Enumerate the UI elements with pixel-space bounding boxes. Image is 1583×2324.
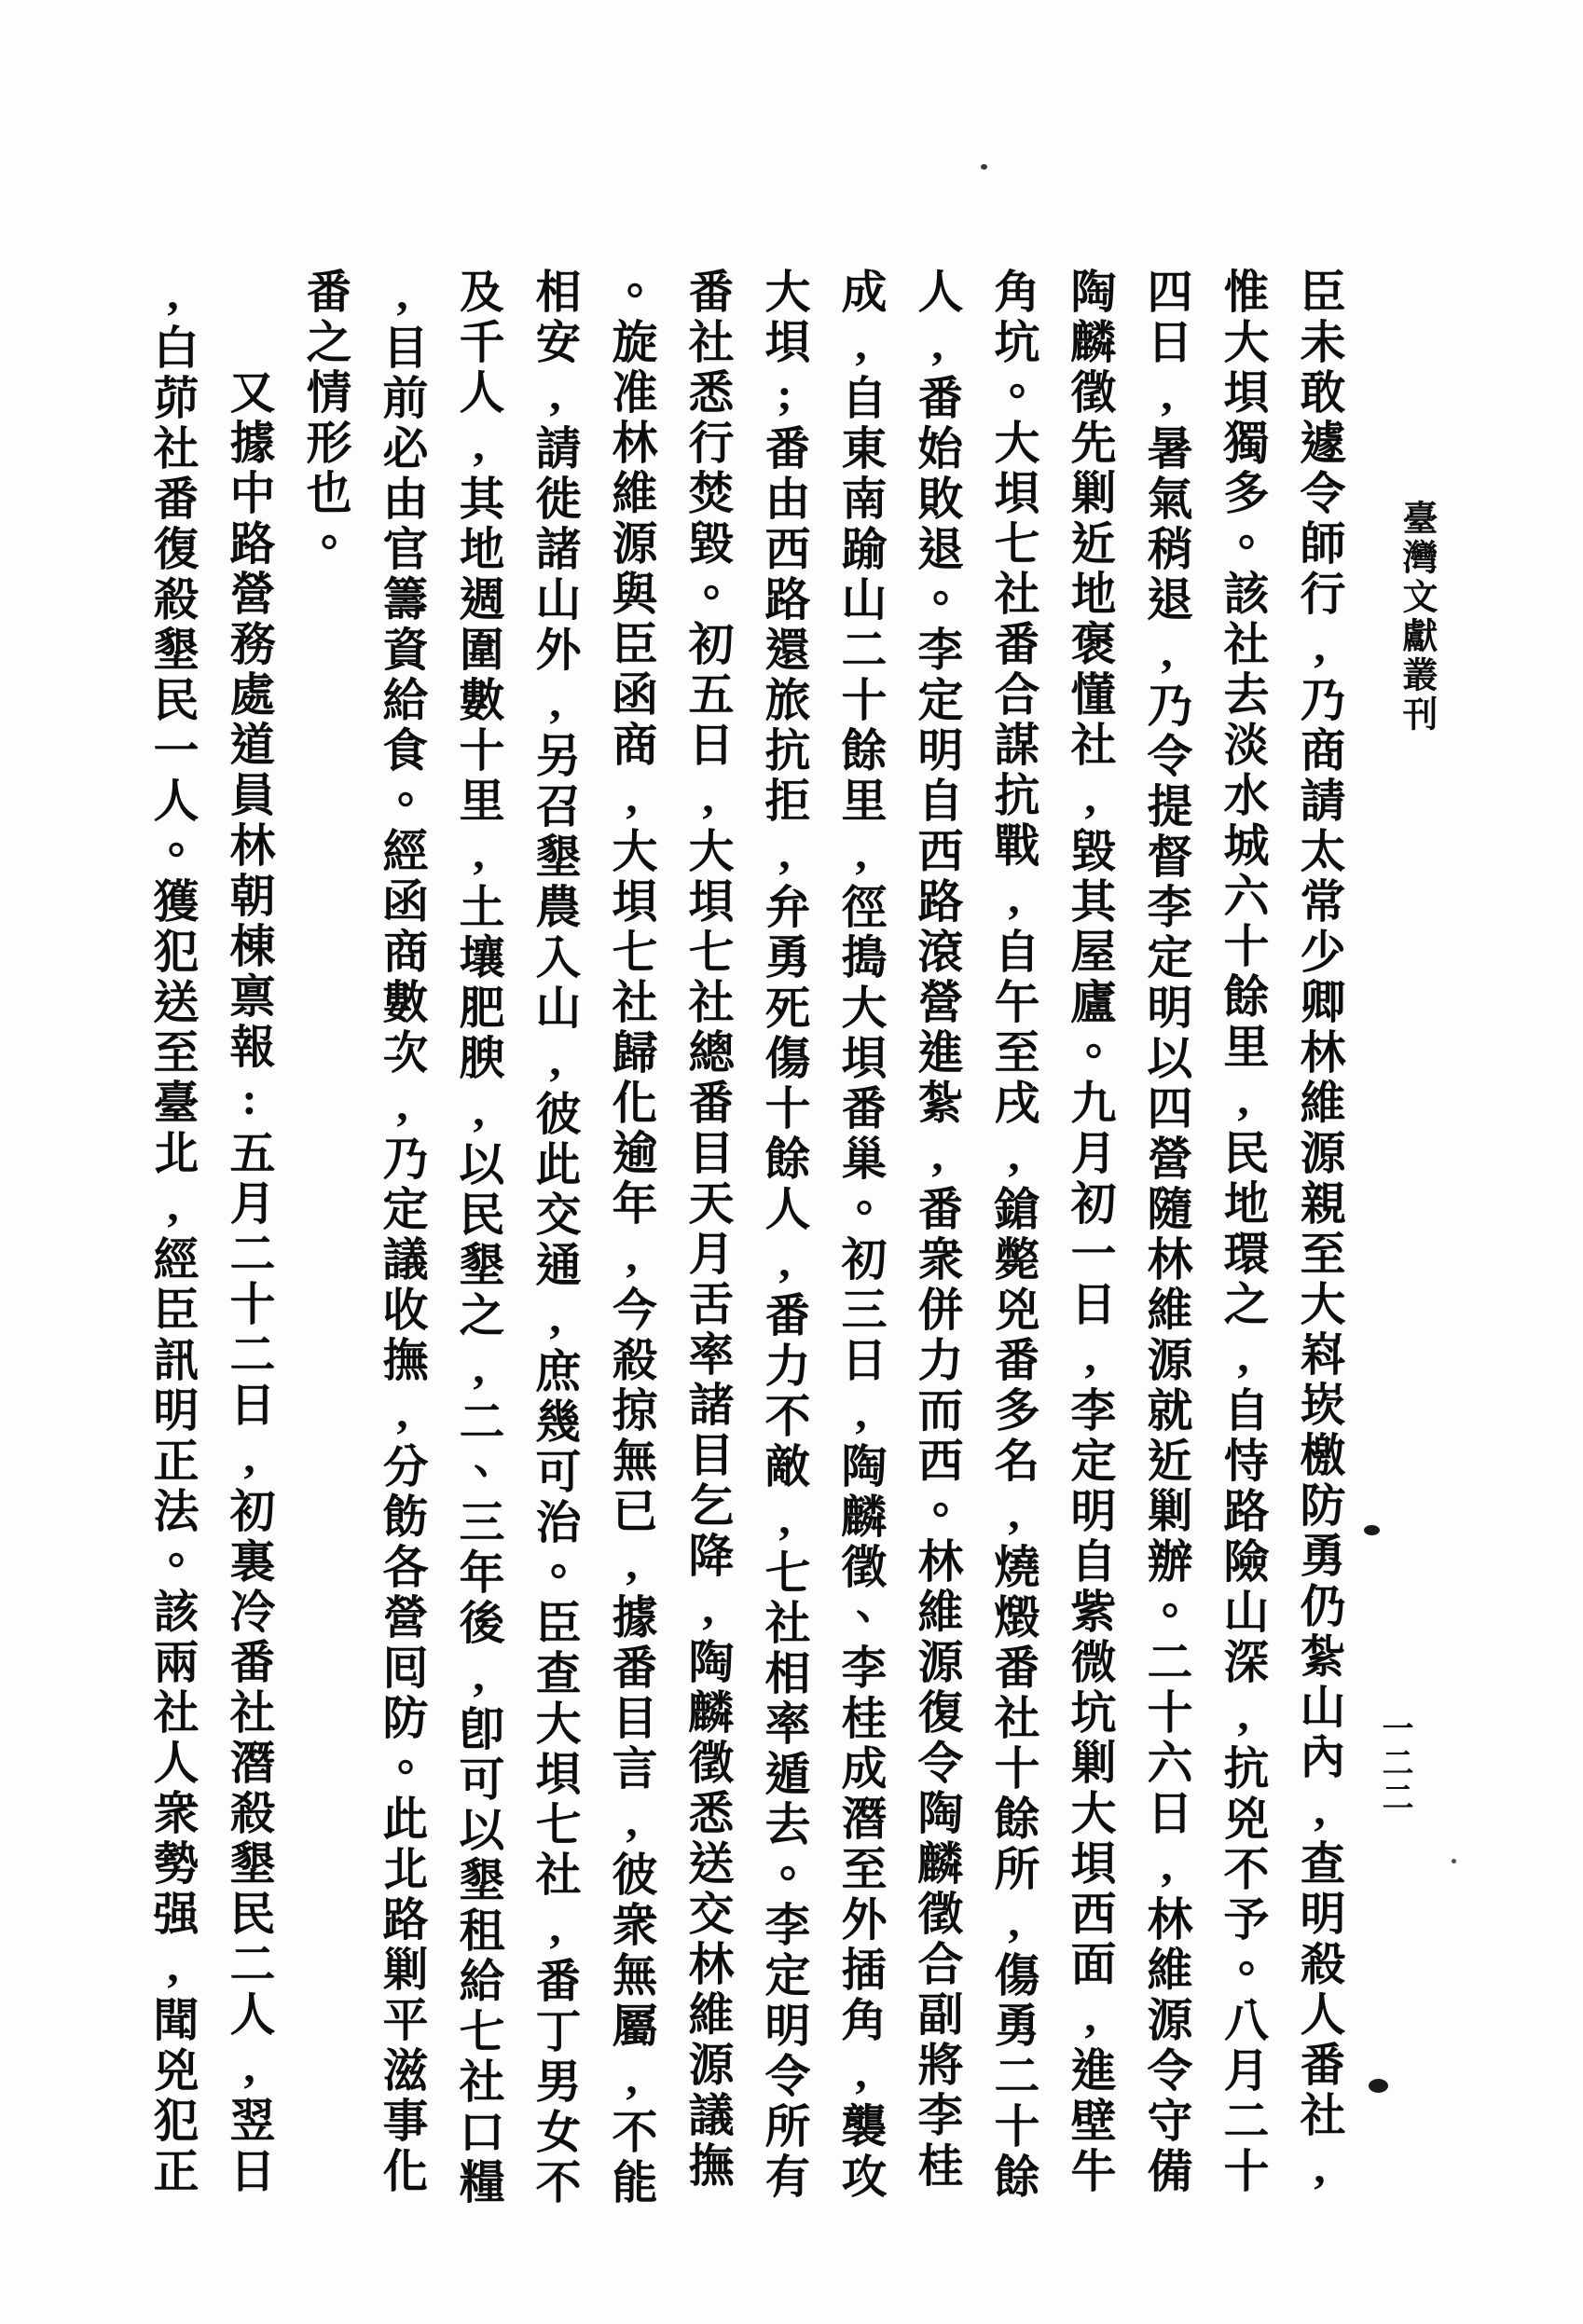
text-column: 及千人,其地週圍數十里,土壤肥腴,以民墾之,二、三年後,卽可以墾租給七社口糧: [453, 268, 504, 2208]
ink-speck: [981, 164, 987, 170]
text-column: 又據中路營務處道員林朝棟禀報:五月二十二日,初裏冷番社潛殺墾民二人,翌日: [224, 268, 275, 2197]
text-column: 陶麟徵先剿近地褒懂社,毀其屋廬。九月初一日,李定明自紫微坑剿大垻西面,進壁牛: [1065, 268, 1116, 2197]
text-column: 番社悉行焚毀。初五日,大垻七社總番目天月舌率諸目乞降,陶麟徵悉送交林維源議撫: [682, 268, 734, 2192]
text-column: 成,自東南踰山二十餘里,徑搗大垻番巢。初三日,陶麟徵、李桂成潛至外插角,襲攻: [835, 268, 887, 2203]
text-column: 。旋准林維源與臣函商,大垻七社歸化逾年,今殺掠無已,據番目言,彼衆無屬,不能: [606, 268, 657, 2208]
text-column: ,目前必由官籌資給食。經函商數次,乃定議收撫,分飭各營囘防。此北路剿平滋事化: [377, 268, 428, 2197]
text-column: 臣未敢遽令師行,乃商請太常少卿林維源親至大嵙崁檄防勇仍紮山內,查明殺人番社,: [1294, 268, 1345, 2197]
text-column: 四日,暑氣稍退,乃令提督李定明以四營隨林維源就近剿辦。二十六日,林維源令守備: [1141, 268, 1192, 2197]
text-column: 人,番始敗退。李定明自西路滾營進紮,番衆併力而西。林維源復令陶麟徵合副將李桂: [912, 268, 963, 2192]
text-column: ,白茆社番復殺墾民一人。獲犯送至臺北,經臣訊明正法。該兩社人衆勢强,聞兇犯正: [147, 268, 199, 2197]
ink-speck: [1452, 1859, 1456, 1863]
ink-speck: [1364, 1525, 1380, 1535]
page-number: 一二二: [1377, 1712, 1411, 1815]
text-column: 相安,請徙諸山外,另召墾農入山,彼此交通,庶幾可治。臣查大垻七社,番丁男女不: [530, 268, 581, 2208]
ink-speck: [1369, 2079, 1388, 2093]
text-column: 惟大垻獨多。該社去淡水城六十餘里,民地環之,自恃路險山深,抗兇不予。八月二十: [1218, 268, 1269, 2197]
text-column: 番之情形也。: [300, 268, 351, 570]
text-column: 角坑。大垻七社番合謀抗戰,自午至戌,鎗斃兇番多名,燒燬番社十餘所,傷勇二十餘: [988, 268, 1039, 2203]
body-text: [134, 268, 1357, 2208]
series-title: 臺灣文獻叢刊: [1397, 500, 1436, 735]
text-column: 大垻;番由西路還旅抗拒,弁勇死傷十餘人,番力不敵,七社相率遁去。李定明令所有: [759, 268, 810, 2203]
